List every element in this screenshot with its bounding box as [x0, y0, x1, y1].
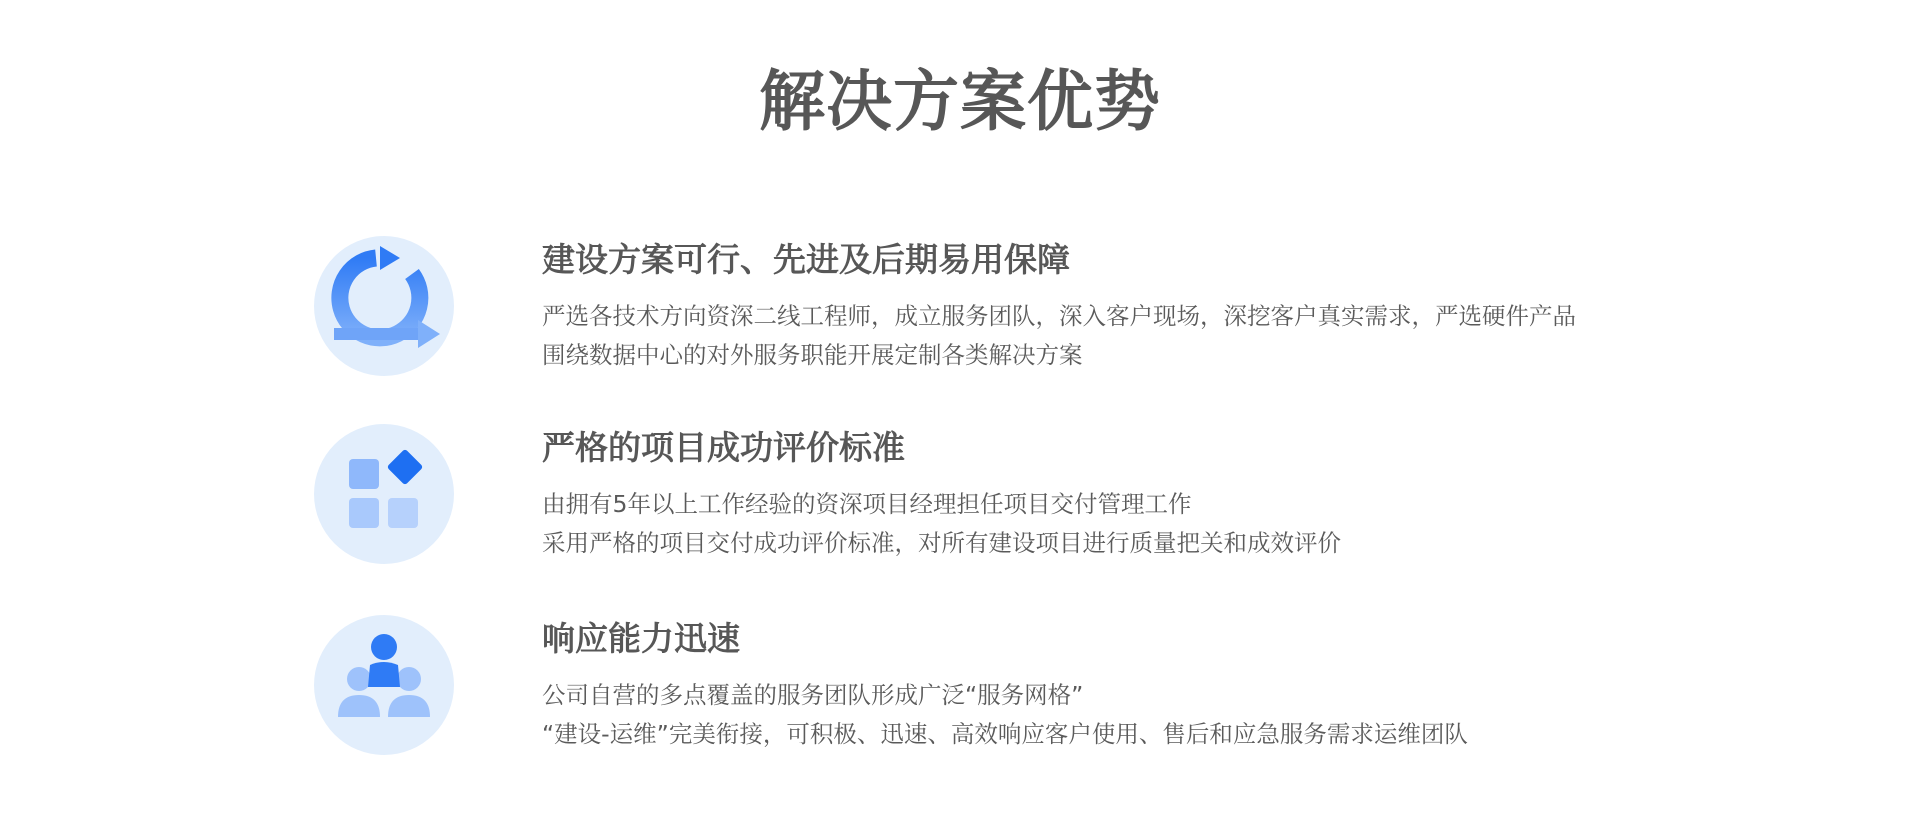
item-heading: 严格的项目成功评价标准	[542, 428, 905, 467]
item-description-line: 严选各技术方向资深二线工程师，成立服务团队，深入客户现场，深挖客户真实需求，严选硬件产品	[542, 302, 1576, 330]
section-title: 解决方案优势	[759, 63, 1161, 140]
cycle-arrow-icon	[314, 236, 454, 376]
item-description-line: 公司自营的多点覆盖的服务团队形成广泛“服务网格”	[542, 681, 1084, 709]
item-description-line: 围绕数据中心的对外服务职能开展定制各类解决方案	[542, 341, 1083, 369]
item-description-line: “建设-运维”完美衔接，可积极、迅速、高效响应客户使用、售后和应急服务需求运维团队	[542, 720, 1468, 748]
advantage-item-response	[0, 611, 1920, 761]
item-heading: 响应能力迅速	[542, 619, 740, 658]
item-description-line: 由拥有5年以上工作经验的资深项目经理担任项目交付管理工作	[542, 490, 1192, 518]
team-people-icon	[314, 615, 454, 755]
blocks-grid-icon	[314, 424, 454, 564]
item-description-line: 采用严格的项目交付成功评价标准，对所有建设项目进行质量把关和成效评价	[542, 529, 1341, 557]
item-heading: 建设方案可行、先进及后期易用保障	[542, 240, 1070, 279]
advantage-item-feasibility	[0, 232, 1920, 382]
advantage-item-evaluation	[0, 420, 1920, 570]
